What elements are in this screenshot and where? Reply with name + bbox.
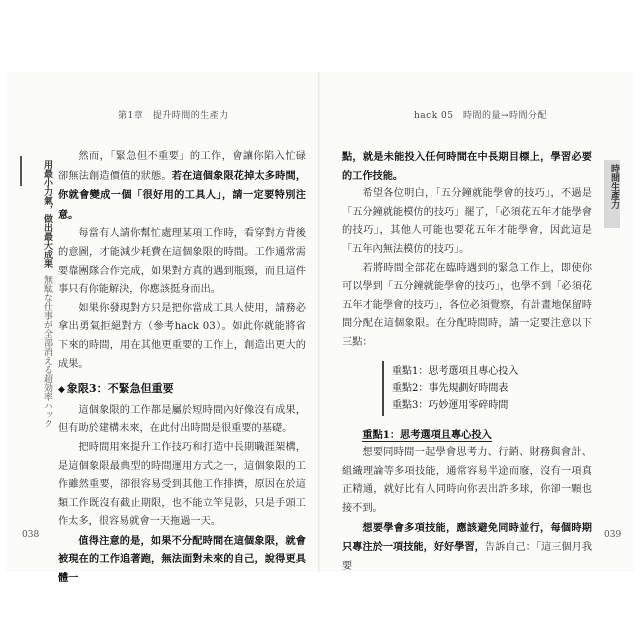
- side-tab-marker: [20, 156, 22, 186]
- section-heading: [58, 380, 306, 400]
- side-tab-left: [34, 160, 52, 428]
- paragraph: 這個象限的工作都是屬於短時間內好像沒有成果，但有助於建構未來，在此付出時間是很重要的基礎。: [58, 404, 306, 435]
- right-page-body: [342, 148, 592, 576]
- side-tab-subtitle: 無駄な仕事が全部消える超効率ハック: [42, 274, 52, 428]
- sub-heading: [342, 426, 592, 445]
- paragraph: 把時間用來提升工作技巧和打造中長期職涯架構，是這個象限最典型的時間運用方式之一，這個象限的工作雖然重要，卻很容易受到其他工作排擠，原因在於這類工作既沒有截止期限，也不能立竿見影，只是手頭工作太多，很容易就會一天拖過一天。: [58, 441, 306, 528]
- left-page-body: [58, 148, 306, 588]
- key-point-text: 思考選項且專心投入: [428, 365, 519, 377]
- side-tab-right: 時間生產力: [604, 160, 620, 228]
- paragraph: 希望各位明白，「五分鐘就能學會的技巧」，不過是「五分鐘就能模仿的技巧」罷了，「必須花五年才能學會的技巧」，其他人可能也要花五年才能學會，因此這是「五年內無法模仿的技巧」。: [342, 188, 592, 255]
- key-point-text: 事先規劃好時間表: [428, 382, 509, 394]
- page-number-right: 039: [604, 530, 622, 540]
- page-number-left: 038: [22, 530, 40, 540]
- key-point-1: [392, 363, 592, 380]
- bold-text: 若在這個象限花掉太多時間，你就會變成一個「很好用的工具人」，請一定要特別注意。: [58, 169, 307, 221]
- paragraph: [342, 519, 592, 577]
- text: 告訴自己：「這三個月我要: [342, 542, 593, 572]
- diamond-icon: ◆: [58, 385, 65, 396]
- paragraph: 若將時間全部花在臨時遇到的緊急工作上，即使你可以學到「五分鐘就能學會的技巧」，也學不到「必須花五年才能學會的技巧」，各位必須覺察，有計畫地保留時間分配在這個象限。在分配時間時，請一定要注意以下三點：: [342, 262, 592, 348]
- paragraph-bold: 點，就是未能投入任何時間在中長期目標上，學習必要的工作技能。: [342, 151, 592, 182]
- paragraph-bold: 值得注意的是，如果不分配時間在這個象限，就會被現在的工作追著跑，無法面對未來的自己，說得更具體一: [58, 534, 306, 585]
- bold-text: 想要學會多項技能，應該避免同時並行，每個時期只專注於一項技能，好好學習，: [342, 521, 592, 554]
- key-point-label: 重點3：: [392, 399, 429, 411]
- side-tab-title: 用最小力氣，做出最大成果: [42, 160, 52, 268]
- section-heading-text: 象限3：不緊急但重要: [66, 382, 174, 396]
- key-point-2: [392, 380, 592, 397]
- book-gutter: [318, 72, 320, 572]
- key-points-box: [382, 361, 592, 416]
- key-point-text: 巧妙運用零碎時間: [428, 399, 509, 411]
- running-head-right: hack 05 時間的量→時間分配: [414, 111, 548, 121]
- key-point-label: 重點1：: [392, 365, 429, 377]
- running-head-left: 第1章 提升時間的生產力: [118, 111, 229, 121]
- key-point-label: 重點2：: [392, 382, 429, 394]
- paragraph: [58, 148, 306, 225]
- paragraph: 每當有人請你幫忙處理某項工作時，看穿對方背後的意圖，才能減少耗費在這個象限的時間。工作通常需要靠團隊合作完成，如果對方真的遇到瓶頸，而且這件事只有你能解決，你應該挺身而出。: [58, 228, 306, 296]
- key-point-3: [392, 397, 592, 414]
- paragraph: 想要同時間一起學會思考力、行銷、財務與會計、組織理論等多項技能，通常容易半途而廢，沒有一項真正精通，就好比有人同時向你丟出許多球，你卻一顆也接不到。: [342, 447, 592, 514]
- paragraph: 如果你發現對方只是把你當成工具人使用，請務必拿出勇氣拒絕對方（參考hack 03）。如此你就能將省下來的時間，用在其他更重要的工作上，創造出更大的成果。: [58, 302, 306, 370]
- sub-heading-text: 重點1：思考選項且專心投入: [362, 428, 492, 441]
- text: 然而，「緊急但不重要」的工作，會讓你陷入忙碌卻無法創造價值的狀態。: [58, 151, 306, 182]
